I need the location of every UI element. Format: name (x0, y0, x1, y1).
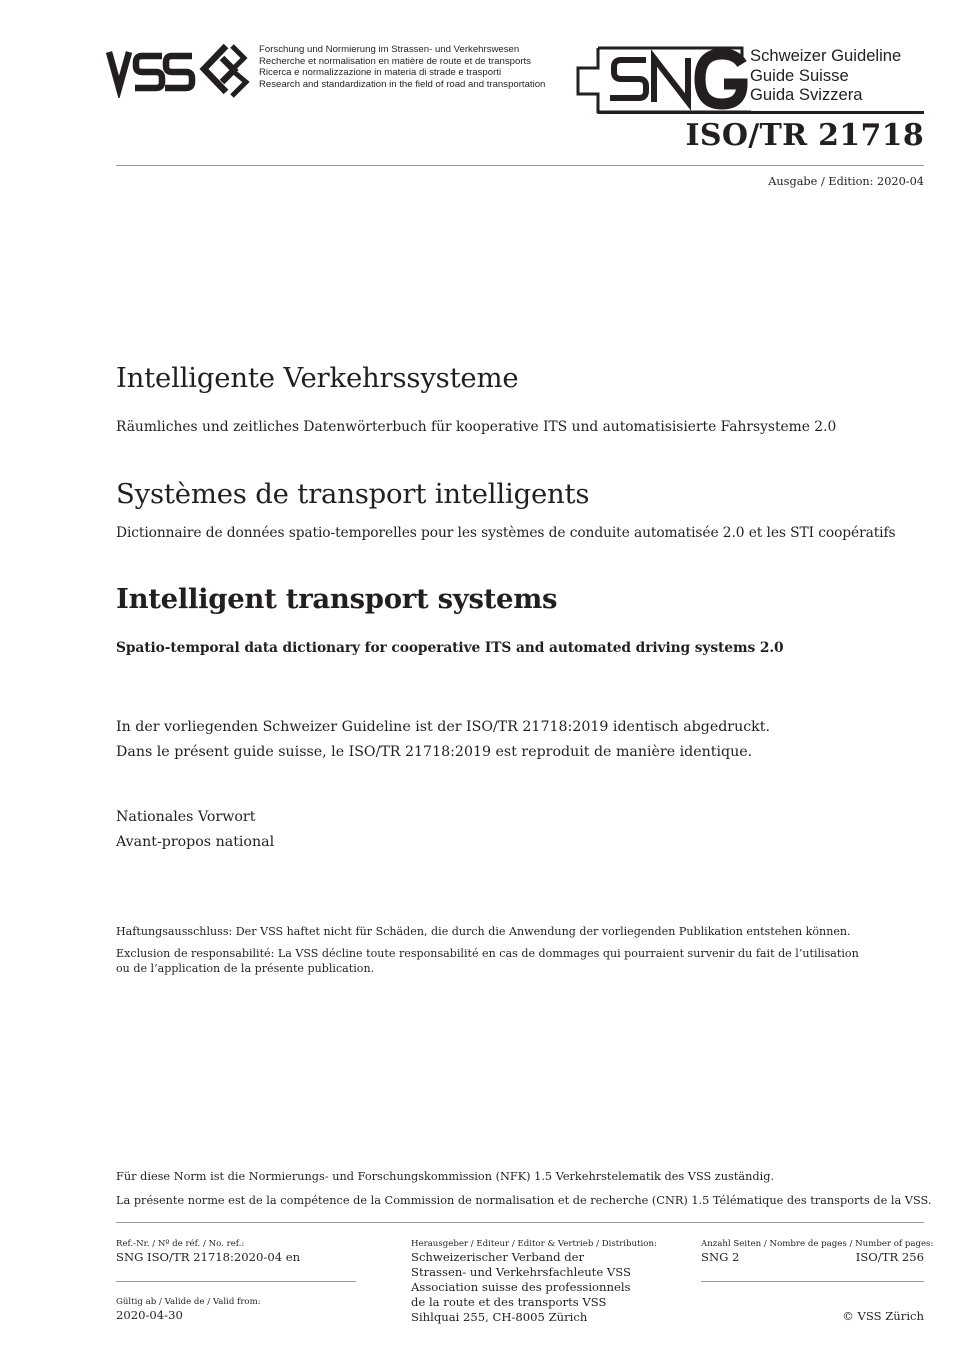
responsibility-de: Für diese Norm ist die Normierungs- und Forschungskommission (NFK) 1.5 Verkehrstelematik des VSS zuständig. (116, 1170, 775, 1183)
copyright: © VSS Zürich (842, 1309, 924, 1323)
identity-statement-de: In der vorliegenden Schweizer Guideline ist der ISO/TR 21718:2019 identisch abgedruckt. (116, 719, 770, 735)
identity-statement (116, 715, 770, 765)
edition: Ausgabe / Edition: 2020-04 (768, 175, 924, 188)
pages-divider (701, 1281, 924, 1282)
sng-name-fr: Guide Suisse (750, 65, 849, 85)
publisher-line: Schweizerischer Verband der (411, 1250, 585, 1264)
publisher-line: Sihlquai 255, CH-8005 Zürich (411, 1310, 588, 1324)
sng-name-de: Schweizer Guideline (750, 46, 902, 65)
publisher-line: de la route et des transports VSS (411, 1295, 607, 1309)
header-divider (116, 165, 924, 166)
ref-value: SNG ISO/TR 21718:2020-04 en (116, 1250, 301, 1264)
ref-divider (116, 1281, 356, 1282)
ref-label: Ref.-Nr. / Nº de réf. / No. ref.: (116, 1239, 245, 1249)
sng-underline (598, 111, 924, 114)
national-foreword-de: Nationales Vorwort (116, 809, 256, 825)
publisher-address (411, 1250, 631, 1325)
vss-tagline (259, 44, 545, 90)
vss-tagline-en: Research and standardization in the field of road and transportation (259, 78, 546, 90)
valid-value: 2020-04-30 (116, 1308, 183, 1322)
national-foreword-fr: Avant-propos national (116, 834, 275, 850)
disclaimer-fr-line1: Exclusion de responsabilité: La VSS décline toute responsabilité en cas de dommages qui pourraient survenir du fait de l’utilisation (116, 947, 859, 960)
title-de: Intelligente Verkehrssysteme (116, 362, 519, 394)
vss-tagline-de: Forschung und Normierung im Strassen- und Verkehrswesen (259, 44, 520, 55)
vss-tagline-it: Ricerca e normalizzazione in materia di strade e trasporti (259, 67, 502, 79)
publisher-line: Association suisse des professionnels (411, 1280, 631, 1294)
document-id: ISO/TR 21718 (685, 118, 924, 153)
valid-label: Gültig ab / Valide de / Valid from: (116, 1297, 261, 1307)
title-fr: Systèmes de transport intelligents (116, 478, 590, 510)
national-foreword (116, 805, 274, 855)
identity-statement-fr: Dans le présent guide suisse, le ISO/TR 21718:2019 est reproduit de manière identique. (116, 744, 753, 760)
publisher-line: Strassen- und Verkehrsfachleute VSS (411, 1265, 631, 1279)
pages-label: Anzahl Seiten / Nombre de pages / Number of pages: (701, 1239, 934, 1249)
disclaimer-fr-line2: ou de l’application de la présente publication. (116, 962, 375, 975)
publisher-label: Herausgeber / Editeur / Editor & Vertrieb / Distribution: (411, 1239, 657, 1249)
vss-tagline-fr: Recherche et normalisation en matière de route et de transports (259, 55, 531, 67)
footer-divider (116, 1222, 924, 1223)
responsibility-fr: La présente norme est de la compétence de la Commission de normalisation et de recherche (CNR) 1.5 Télématique des transports de la VSS. (116, 1194, 932, 1207)
sng-names (750, 46, 901, 105)
subtitle-fr: Dictionnaire de données spatio-temporelles pour les systèmes de conduite automatisée 2.0 et les STI coopératifs (116, 525, 896, 541)
subtitle-en: Spatio-temporal data dictionary for cooperative ITS and automated driving systems 2.0 (116, 640, 784, 656)
sng-name-it: Guida Svizzera (750, 85, 863, 104)
subtitle-de: Räumliches und zeitliches Datenwörterbuch für kooperative ITS und automatisisierte Fahrsysteme 2.0 (116, 419, 837, 435)
sng-logo (576, 46, 751, 118)
pages-sng: SNG 2 (701, 1250, 740, 1264)
disclaimer-fr (116, 946, 859, 976)
pages-iso: ISO/TR 256 (855, 1250, 924, 1264)
vss-logo (104, 42, 254, 98)
disclaimer-de: Haftungsausschluss: Der VSS haftet nicht für Schäden, die durch die Anwendung der vorliegenden Publikation entstehen können. (116, 925, 851, 938)
title-en: Intelligent transport systems (116, 583, 558, 615)
